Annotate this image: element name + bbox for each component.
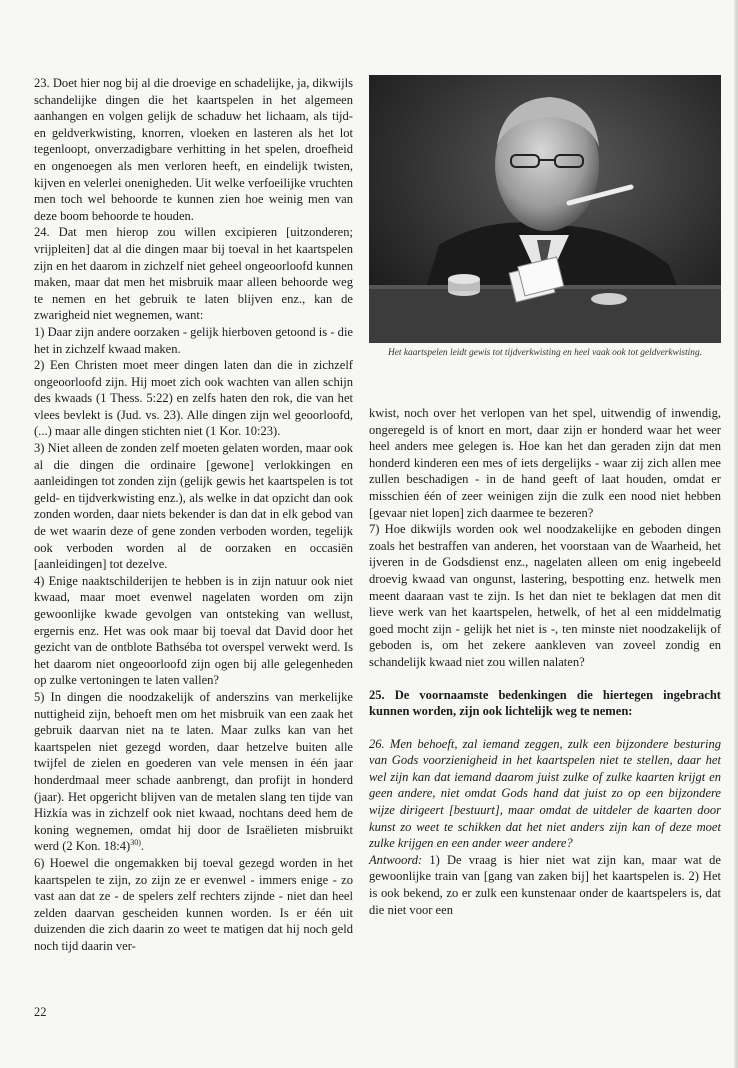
point-4: 4) Enige naaktschilderijen te hebben is in zijn natuur ook niet kwaad, maar moet evenwel nagelaten worden om zijn gewoonlijke kwade gevolgen van ontsteking van wellust, ergernis enz. Het was ook maar bij toeval dat David door het gezicht van de ontblote Bathséba tot overspel verwekt werd. Is het daarom niet ongeoorloofd zijn ogen bij alle gelegenheden op zulke vertoningen te laten vallen? (34, 573, 353, 688)
answer-label: Antwoord: (369, 852, 423, 867)
paragraph-23: 23. Doet hier nog bij al die droevige en schadelijke, ja, dikwijls schandelijke dingen die het kaartspelen in het algemeen aanhangen en volgen gelijk de schaduw het lichaam, als tijd- en geldverkwisting, knorren, vloeken en lasteren als het lot tegenloopt, onverzadigbare verhitting in het spelen, droefheid en ongenoegen als men verloren heeft, en eindelijk twisten, kijven en velerlei onenigheden. Uit welke verfoeilijke vruchten men toch wel behoorde te kunnen zien hoe weinig men van deze boom behoorde te houden. (34, 76, 353, 223)
footnote-ref: 30) (130, 838, 141, 848)
photo-illustration (369, 75, 721, 343)
photo-caption: Het kaartspelen leidt gewis tot tijdverkwisting en heel vaak ook tot geldverkwisting. (388, 348, 702, 358)
right-column (369, 405, 721, 918)
page-edge (734, 0, 738, 1068)
point-6: 6) Hoewel die ongemakken bij toeval gezegd worden in het kaartspelen te zijn, zo zijn ze er evenwel - immers enige - zo vast aan dat ze - de spelers zelf rechters zijnde - niet dan heel zelden daarvan gescheiden kunnen worden. Is er één uit duizenden die zich daarin zo weet te matigen dat hij noch geld noch tijd daarin ver- (34, 855, 353, 953)
page-number: 22 (34, 1005, 47, 1019)
card-player-photo (369, 75, 721, 343)
point-5: 5) In dingen die noodzakelijk of anderszins van merkelijke nuttigheid zijn, behoeft men om het misbruik van een zaak het gebruik daarvan niet na te laten. Maar zulks kan van het kaartspelen niet gezegd worden, daar hetzelve buiten alle twijfel de zielen en goederen van vele mensen in één jaar honderdmaal meer schade aanbrengt, dan profijt in honderd (jaar). Het opgericht blijven van de metalen slang ten tijde van Hizkía was in zichzelf ook niet kwaad, nochtans deed hem de koning wegnemen, omdat hij door de Israëlieten misbruikt werd (2 Kon. 18:4)$^{30)}$. (34, 689, 353, 854)
section-heading: 25. De voornaamste bedenkingen die hiertegen ingebracht kunnen worden, zijn ook lichtelijk weg te nemen: (369, 687, 721, 719)
answer-paragraph (369, 852, 721, 918)
point-7: 7) Hoe dikwijls worden ook wel noodzakelijke en geboden dingen zoals het bestraffen van anderen, het voorstaan van de Waarheid, het ijveren in de Godsdienst enz., nagelaten alleen om enig ingebeeld droevig kwaad van ongunst, lastering, bespotting enz. hetwelk men meent daaraan vast te zijn. Is het dan niet te beklagen dat men dit lieve werk van het kaartspelen, hetwelk, of het al een middelmatig goed mocht zijn - gelijk het niet is -, ten minste niet noodzakelijk of geboden is, om het zekere aankleven van zoveel zondig en schandelijk kwaad niet zou willen nalaten? (369, 522, 721, 669)
point-6-continued: kwist, noch over het verlopen van het spel, uitwendig of inwendig, ongeregeld is of knort en mort, daar zijn er honderd waar het weer heel anders mee gelegen is. Hoe kan het dan geraden zijn dat men honderd kinderen een mes of iets dergelijks - waar zij zich allen mee zullen beschadigen - in de hand geeft of laat houden, omdat er misschien één of zeer weinigen zijn die zulk een nood niet hebben [gevaar niet lopen] zich daarmee te bezeren? (369, 406, 721, 520)
point-1: 1) Daar zijn andere oorzaken - gelijk hierboven getoond is - die het in zichzelf kwaad maken. (34, 324, 353, 356)
point-3: 3) Niet alleen de zonden zelf moeten gelaten worden, maar ook al die dingen die ordinaire [gewone] verlokkingen en aanleidingen tot zonden zijn (gelijk gewis het kaartspelen is tot geld- en tijdverkwisting enz.), als welke in dat opzicht dan ook zonden worden, daar niets bekender is dan dat in elk gebod van de wet waarin deze of gene zonden verboden worden, tegelijk ook verboden worden al de oorzaken en occasiën [aanleidingen] tot dezelve. (34, 441, 353, 572)
left-column (34, 75, 353, 954)
point-2: 2) Een Christen moet meer dingen laten dan die in zichzelf ongeoorloofd zijn. Hij moet zich ook wachten van allen schijn des kwaads (1 Thess. 5:22) en zelfs haten den rok, die van het vlees bevlekt is (Jud. vs. 23). Alle dingen zijn wel geoorloofd, (...) maar alle dingen stichten niet (1 Kor. 10:23). (34, 358, 353, 439)
answer-text: 1) De vraag is hier niet wat zijn kan, maar wat de gewoonlijke train van [gang van zaken bij] het kaartspelen is. 2) Het is ook bekend, zo er zulk een kunstenaar onder de kaartspelers is, dat die niet voor een (369, 852, 721, 917)
paragraph-26: 26. Men behoeft, zal iemand zeggen, zulk een bijzondere besturing van Gods voorzienigheid in het kaartspelen niet te stellen, daar het wel zijn kan dat iemand daarom juist zulke of zulke kaarten krijgt en geen andere, niet omdat Gods hand dat juist zo op een bijzondere wijze dirigeert [bestuurt], maar omdat de uitdeler de kaarten door kunst zo weet te schikken dat het niet anders zijn kan of deze moet zulke krijgen en een ander weer andere? (369, 736, 721, 851)
point-5-text: 5) In dingen die noodzakelijk of anderszins van merkelijke nuttigheid zijn, behoeft men om het misbruik van een zaak het gebruik daarvan niet na te laten. Maar zulks kan van het kaartspelen niet gezegd worden, daar hetzelve buiten alle twijfel de zielen en goederen van vele mensen in één jaar honderdmaal meer schade aanbrengt, dan profijt in honderd (jaar). Het opgericht blijven van de metalen slang ten tijde van Hizkía was in zichzelf ook niet kwaad, nochtans deed hem de koning wegnemen, omdat hij door de Israëlieten misbruikt werd (2 Kon. 18:4) (34, 689, 353, 854)
paragraph-24: 24. Dat men hierop zou willen excipieren [uitzonderen; vrijpleiten] dat al die dingen maar bij toeval in het kaartspelen zijn en het daarom in zichzelf niet geheel ongeoorloofd kunnen maken, maar dat men het misbruik maar alleen behoorde weg te nemen en het gebruik te laten blijven enz., kan de zwarigheid niet wegnemen, want: (34, 225, 353, 323)
